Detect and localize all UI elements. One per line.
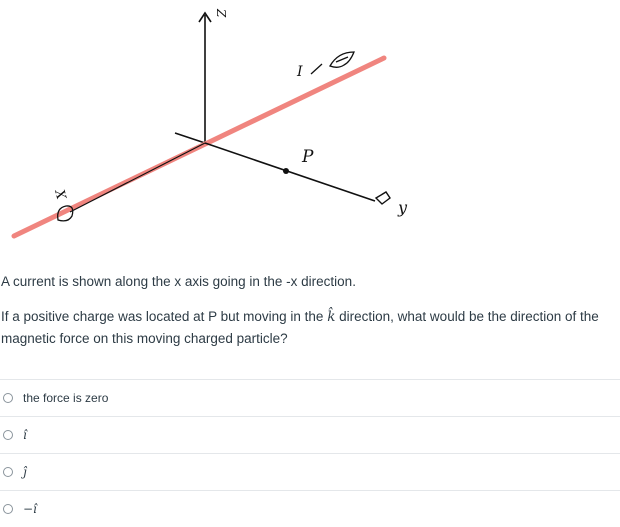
question-line-2 bbox=[1, 306, 617, 349]
question-text bbox=[1, 271, 617, 349]
answer-label: î bbox=[23, 428, 27, 442]
radio-button[interactable] bbox=[3, 504, 13, 514]
answer-label: the force is zero bbox=[23, 391, 109, 405]
answer-option[interactable] bbox=[0, 379, 620, 416]
radio-button[interactable] bbox=[3, 393, 13, 403]
answer-list bbox=[0, 379, 620, 527]
question-line-2-start: If a positive charge was located at P but moving in the bbox=[1, 309, 328, 324]
y-axis-back-line bbox=[175, 133, 205, 143]
vector-diagram bbox=[0, 0, 620, 252]
x-axis-line bbox=[70, 143, 205, 212]
answer-option[interactable] bbox=[0, 416, 620, 453]
question-line-1: A current is shown along the x axis going in the -x direction. bbox=[1, 274, 356, 289]
answer-option[interactable] bbox=[0, 490, 620, 527]
y-axis-label: y bbox=[398, 198, 408, 217]
z-axis-label: Z bbox=[214, 9, 228, 18]
radio-button[interactable] bbox=[3, 467, 13, 477]
radio-button[interactable] bbox=[3, 430, 13, 440]
question-line-2-end: direction, what would be the direction of the magnetic force on this moving charged particle? bbox=[1, 309, 599, 346]
current-label-tick bbox=[311, 64, 322, 74]
answer-label: −î bbox=[23, 502, 37, 516]
current-arrowhead-sketch bbox=[330, 52, 354, 67]
answer-option[interactable] bbox=[0, 453, 620, 490]
point-p-label: P bbox=[302, 147, 314, 167]
x-axis-label: X bbox=[51, 188, 69, 202]
k-hat-symbol: k̂ bbox=[327, 309, 336, 325]
y-axis-arrowhead bbox=[376, 192, 390, 204]
current-label: I bbox=[297, 64, 303, 80]
point-p-marker bbox=[283, 168, 289, 174]
current-wire bbox=[14, 58, 384, 236]
answer-label: ĵ bbox=[23, 465, 27, 479]
y-axis-line bbox=[205, 143, 375, 201]
